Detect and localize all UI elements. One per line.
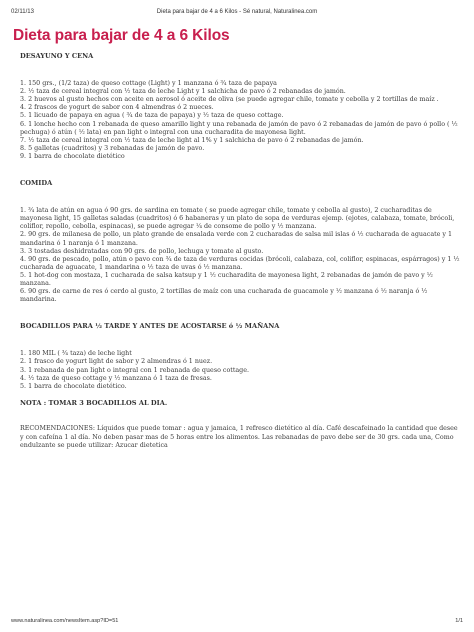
list-item: 1. ¾ lata de atún en agua ó 90 grs. de sardina en tomate ( se puede agregar chile, tomate y cebolla al gusto), 2 cucharaditas de mayonesa light, 15 galletas saladas (cuadritos) ó 6 habaneras y un plato de sopa de verduras ejemp. (ejotes, calabaza, tomate, brócoli, coliflor, repollo, cebolla, espinacas), se puede agregar ¼ de consome de pollo y ½ manzana.	[20, 207, 455, 231]
section-heading-comida: COMIDA	[20, 179, 53, 188]
section-heading-bocadillos: BOCADILLOS PARA ½ TARDE Y ANTES DE ACOSTARSE ó ½ MAÑANA	[20, 322, 280, 331]
list-item: 6. 90 grs. de carne de res ó cerdo al gusto, 2 tortillas de maíz con una cucharada de guacamole y ½ manzana ó ½ naranja ó ½ mandarina.	[20, 288, 428, 304]
list-item: 8. 5 galletas (cuadritos) y 3 rebanadas de jamón de pavo.	[20, 144, 205, 152]
list-item: 6. 1 lonche hecho con 1 rebanada de queso amarillo light y una rebanada de jamón de pavo ó 2 rebanadas de jamón de pavo ó pollo ( ½ pechuga) ó atún ( ½ lata) en pan light o integral con una cucharadita de mayonesa light.	[20, 120, 458, 136]
print-header	[11, 9, 463, 19]
bocadillos-list	[20, 350, 460, 390]
list-item: 3. 3 tostadas deshidratadas con 90 grs. de pollo, lechuga y tomate al gusto.	[20, 247, 264, 255]
list-item: 2. ½ taza de cereal integral con ½ taza de leche Light y 1 salchicha de pavo ó 2 rebanadas de jamón.	[20, 88, 346, 96]
print-footer	[11, 615, 463, 624]
list-item: 4. 2 frascos de yogurt de sabor con 4 almendras ó 2 nueces.	[20, 104, 214, 112]
section-heading-desayuno: DESAYUNO Y CENA	[20, 52, 94, 60]
list-item: 1. 150 grs., (1/2 taza) de queso cottage (Light) y 1 manzana ó ¾ taza de papaya	[20, 80, 277, 88]
list-item: 4. 90 grs. de pescado, pollo, atún o pavo con ¾ de taza de verduras cocidas (brócoli, calabaza, col, coliflor, espinacas, espárragos) y 1 ½ cucharada de aguacate, 1 mandarina o ½ taza de uvas ó ½ manzana.	[20, 255, 460, 271]
list-item: 5. 1 hot-dog con mostaza, 1 cucharada de salsa katsup y 1 ½ cucharadita de mayonesa light, 2 rebanadas de jamón de pavo y ½ manzana.	[20, 271, 433, 287]
list-item: 7. ½ taza de cereal integral con ½ taza de leche light al 1% y 1 salchicha de pavo ó 2 rebanadas de jamón.	[20, 136, 364, 144]
list-item: 5. 1 barra de chocolate dietético.	[20, 382, 127, 390]
nota-text: NOTA : TOMAR 3 BOCADILLOS AL DIA.	[20, 399, 168, 408]
list-item: 2. 90 grs. de milanesa de pollo, un plato grande de ensalada verde con 2 cucharadas de salsa mil islas ó ½ cucharada de aguacate y 1 mandarina ó 1 naranja ó 1 manzana.	[20, 231, 453, 247]
desayuno-list	[20, 80, 460, 161]
print-page-title: Dieta para bajar de 4 a 6 Kilos - Sé natural, Naturalinea.com	[156, 9, 318, 15]
list-item: 2. 1 frasco de yogurt light de sabor y 2 almendras ó 1 nuez.	[20, 358, 213, 366]
list-item: 1. 180 MIL ( ¾ taza) de leche light	[20, 350, 132, 358]
recomendaciones-text: RECOMENDACIONES: Líquidos que puede tomar : agua y jamaica, 1 refresco dietético al día. Café descafeinado la cantidad que desee y con cafeína 1 al día. No deben pasar mas de 5 horas entre los alimentos. Las rebanadas de pavo debe ser de 30 grs. cada una, Como endulzante se puede utilizar: Azucar dietetica	[20, 425, 458, 449]
list-item: 3. 2 huevos al gusto hechos con aceite en aerosol ó aceite de oliva (se puede agregar chile, tomate y cebolla y 2 tortillas de maíz .	[20, 96, 439, 104]
list-item: 3. 1 rebanada de pan light o integral con 1 rebanada de queso cottage.	[20, 366, 249, 374]
list-item: 4. ½ taza de queso cottage y ½ manzana ó 1 taza de fresas.	[20, 374, 212, 382]
list-item: 5. 1 licuado de papaya en agua ( ¾ de taza de papaya) y ½ taza de queso cottage.	[20, 112, 284, 120]
article-body	[20, 52, 460, 450]
print-date: 02/11/13	[11, 9, 34, 15]
list-item: 9. 1 barra de chocolate dietético	[20, 152, 125, 160]
comida-list	[20, 207, 460, 304]
footer-url: www.naturalinea.com/newsItem.asp?ID=51	[11, 618, 119, 624]
article-title: Dieta para bajar de 4 a 6 Kilos	[13, 27, 230, 44]
page-number: 1/1	[455, 618, 463, 624]
